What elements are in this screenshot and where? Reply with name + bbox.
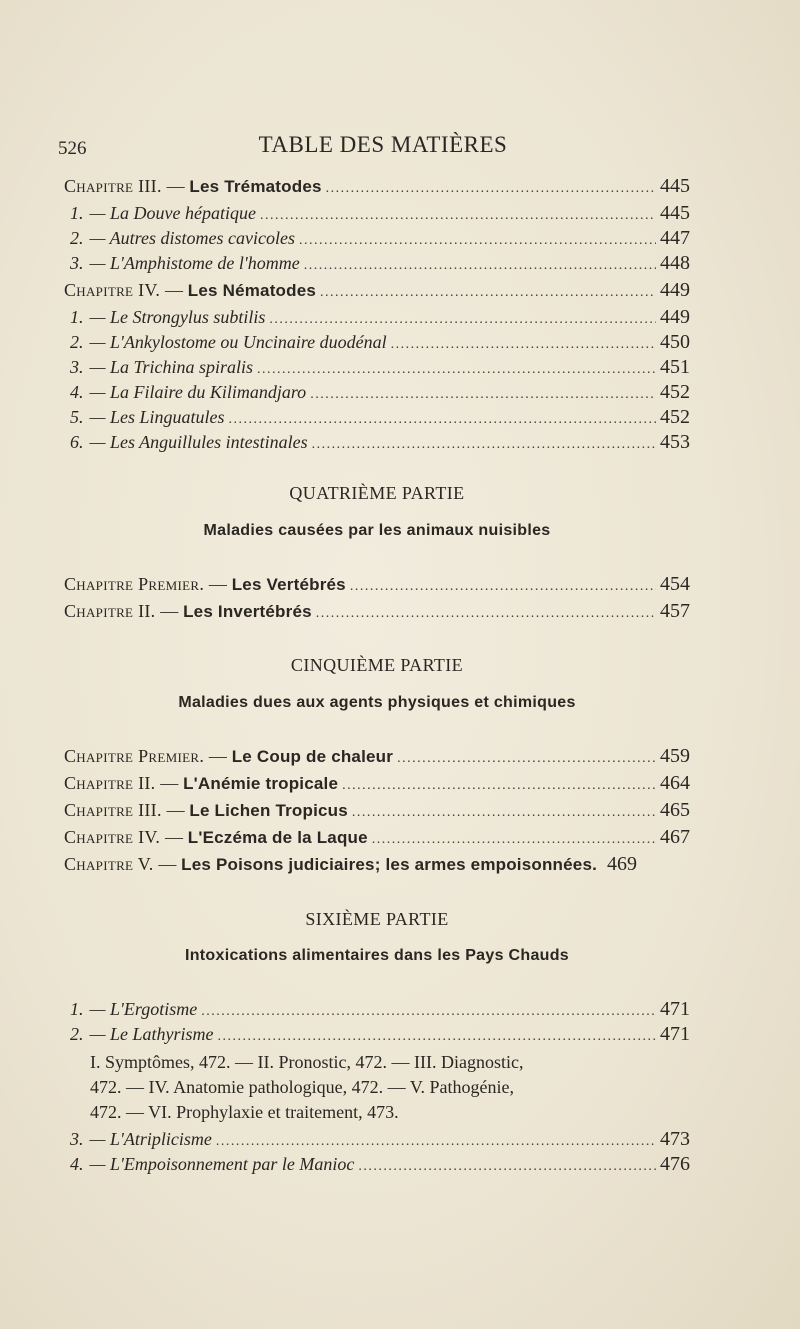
dot-leader [218,1024,656,1045]
page-ref: 457 [660,600,690,622]
item-number: 3. [70,1129,84,1149]
item-title: — La Trichina spiralis [89,357,254,377]
item-number: 3. [70,253,84,273]
item-number: 2. [70,228,84,248]
page-ref: 469 [607,853,638,875]
dot-leader [372,827,656,848]
dot-leader [216,1129,656,1150]
page-ref: 476 [660,1153,690,1175]
item-number: 2. [70,1024,84,1044]
page-ref: 467 [660,826,690,848]
chapter-label: Chapitre II. — [64,601,179,621]
item-title: — L'Ankylostome ou Uncinaire duodénal [89,332,387,352]
dot-leader [316,601,656,622]
item-title: — Les Linguatules [89,407,225,427]
page-ref: 459 [660,745,690,767]
page-ref: 453 [660,431,690,453]
page-ref: 454 [660,573,690,595]
page-ref: 445 [660,202,690,224]
toc-item-row [70,431,690,454]
running-title: TABLE DES MATIÈRES [258,132,508,157]
page-ref: 465 [660,799,690,821]
page-ref: 471 [660,1023,690,1045]
item-title: — La Douve hépatique [89,203,256,223]
chapter-title: Les Poisons judiciaires; les armes empoisonnées. [181,855,598,874]
chapter-label: Chapitre Premier. — [64,574,228,594]
item-number: 5. [70,407,84,427]
page-ref: 471 [660,998,690,1020]
toc-item-row [70,1023,690,1046]
chapter-title: Les Trématodes [189,177,322,196]
item-number: 6. [70,432,84,452]
toc-chapter-row [64,826,690,849]
chapter-label: Chapitre IV. — [64,280,184,300]
item-number: 1. [70,999,84,1019]
item-number: 3. [70,357,84,377]
toc-chapter-row [64,853,690,876]
item-number: 4. [70,1154,84,1174]
part-subtitle: Maladies causées par les animaux nuisibles [203,522,551,539]
chapter-title: L'Anémie tropicale [183,774,339,793]
page-ref: 452 [660,406,690,428]
item-title: — L'Amphistome de l'homme [89,253,300,273]
toc-item-row [70,406,690,429]
dot-leader [352,800,656,821]
dot-leader [260,203,656,224]
toc-item-row [70,306,690,329]
toc-chapter-row [64,573,690,596]
dot-leader [342,773,656,794]
page-ref: 452 [660,381,690,403]
part-title: CINQUIÈME PARTIE [290,655,464,675]
page-ref: 473 [660,1128,690,1150]
item-number: 4. [70,382,84,402]
dot-leader [310,382,656,403]
toc-item-row [70,356,690,379]
part-subtitle: Intoxications alimentaires dans les Pays Chauds [184,947,569,964]
toc-chapter-row [64,600,690,623]
dot-leader [229,407,656,428]
toc-item-row [70,1153,690,1176]
chapter-label: Chapitre Premier. — [64,746,228,766]
page-ref: 448 [660,252,690,274]
chapter-title: Le Coup de chaleur [231,747,394,766]
dot-leader [269,307,656,328]
chapter-title: Les Vertébrés [231,575,346,594]
toc-item-row [70,227,690,250]
item-title: — La Filaire du Kilimandjaro [89,382,307,402]
item-number: 1. [70,307,84,327]
toc-item-row [70,252,690,275]
toc-item-row [70,381,690,404]
paragraph-line: 472. — VI. Prophylaxie et traitement, 473. [90,1102,399,1122]
item-title: — L'Atriplicisme [89,1129,212,1149]
item-number: 2. [70,332,84,352]
chapter-title: Les Nématodes [187,281,317,300]
page-header [58,132,708,168]
toc-chapter-row [64,175,690,198]
chapter-label: Chapitre IV. — [64,827,184,847]
dot-leader [257,357,656,378]
dot-leader [320,280,656,301]
dot-leader [299,228,656,249]
page-ref: 450 [660,331,690,353]
paragraph-line: I. Symptômes, 472. — II. Pronostic, 472. — III. Diagnostic, [90,1052,524,1072]
chapter-label: Chapitre II. — [64,773,179,793]
item-title: — Le Lathyrisme [89,1024,214,1044]
item-title: — L'Ergotisme [89,999,198,1019]
part-title: SIXIÈME PARTIE [305,909,449,929]
part-subtitle: Maladies dues aux agents physiques et chimiques [178,694,576,711]
toc-chapter-row [64,772,690,795]
dot-leader [397,746,656,767]
chapter-title: L'Eczéma de la Laque [187,828,368,847]
page-ref: 445 [660,175,690,197]
dot-leader [304,253,656,274]
dot-leader [326,176,656,197]
page-ref: 464 [660,772,690,794]
item-number: 1. [70,203,84,223]
dot-leader [312,432,656,453]
item-title: — Le Strongylus subtilis [89,307,266,327]
page-number: 526 [58,138,87,159]
item-title: — Autres distomes cavicoles [89,228,295,248]
toc-item-row [70,998,690,1021]
chapter-label: Chapitre III. — [64,800,185,820]
dot-leader [201,999,656,1020]
dot-leader [358,1154,656,1175]
dot-leader [350,574,656,595]
page-ref: 449 [660,279,690,301]
chapter-title: Les Invertébrés [183,602,312,621]
page-ref: 449 [660,306,690,328]
item-title: — L'Empoisonnement par le Manioc [89,1154,355,1174]
dot-leader [391,332,656,353]
chapter-title: Le Lichen Tropicus [189,801,348,820]
toc-item-row [70,1128,690,1151]
toc-chapter-row [64,279,690,302]
toc-chapter-row [64,745,690,768]
page-ref: 451 [660,356,690,378]
page-ref: 447 [660,227,690,249]
toc-item-row [70,202,690,225]
subsection-paragraph [90,1050,690,1125]
item-title: — Les Anguillules intestinales [89,432,308,452]
paragraph-line: 472. — IV. Anatomie pathologique, 472. — V. Pathogénie, [90,1077,514,1097]
toc-item-row [70,331,690,354]
toc-chapter-row [64,799,690,822]
chapter-label: Chapitre III. — [64,176,185,196]
part-title: QUATRIÈME PARTIE [289,483,465,503]
chapter-label: Chapitre V. — [64,854,177,874]
